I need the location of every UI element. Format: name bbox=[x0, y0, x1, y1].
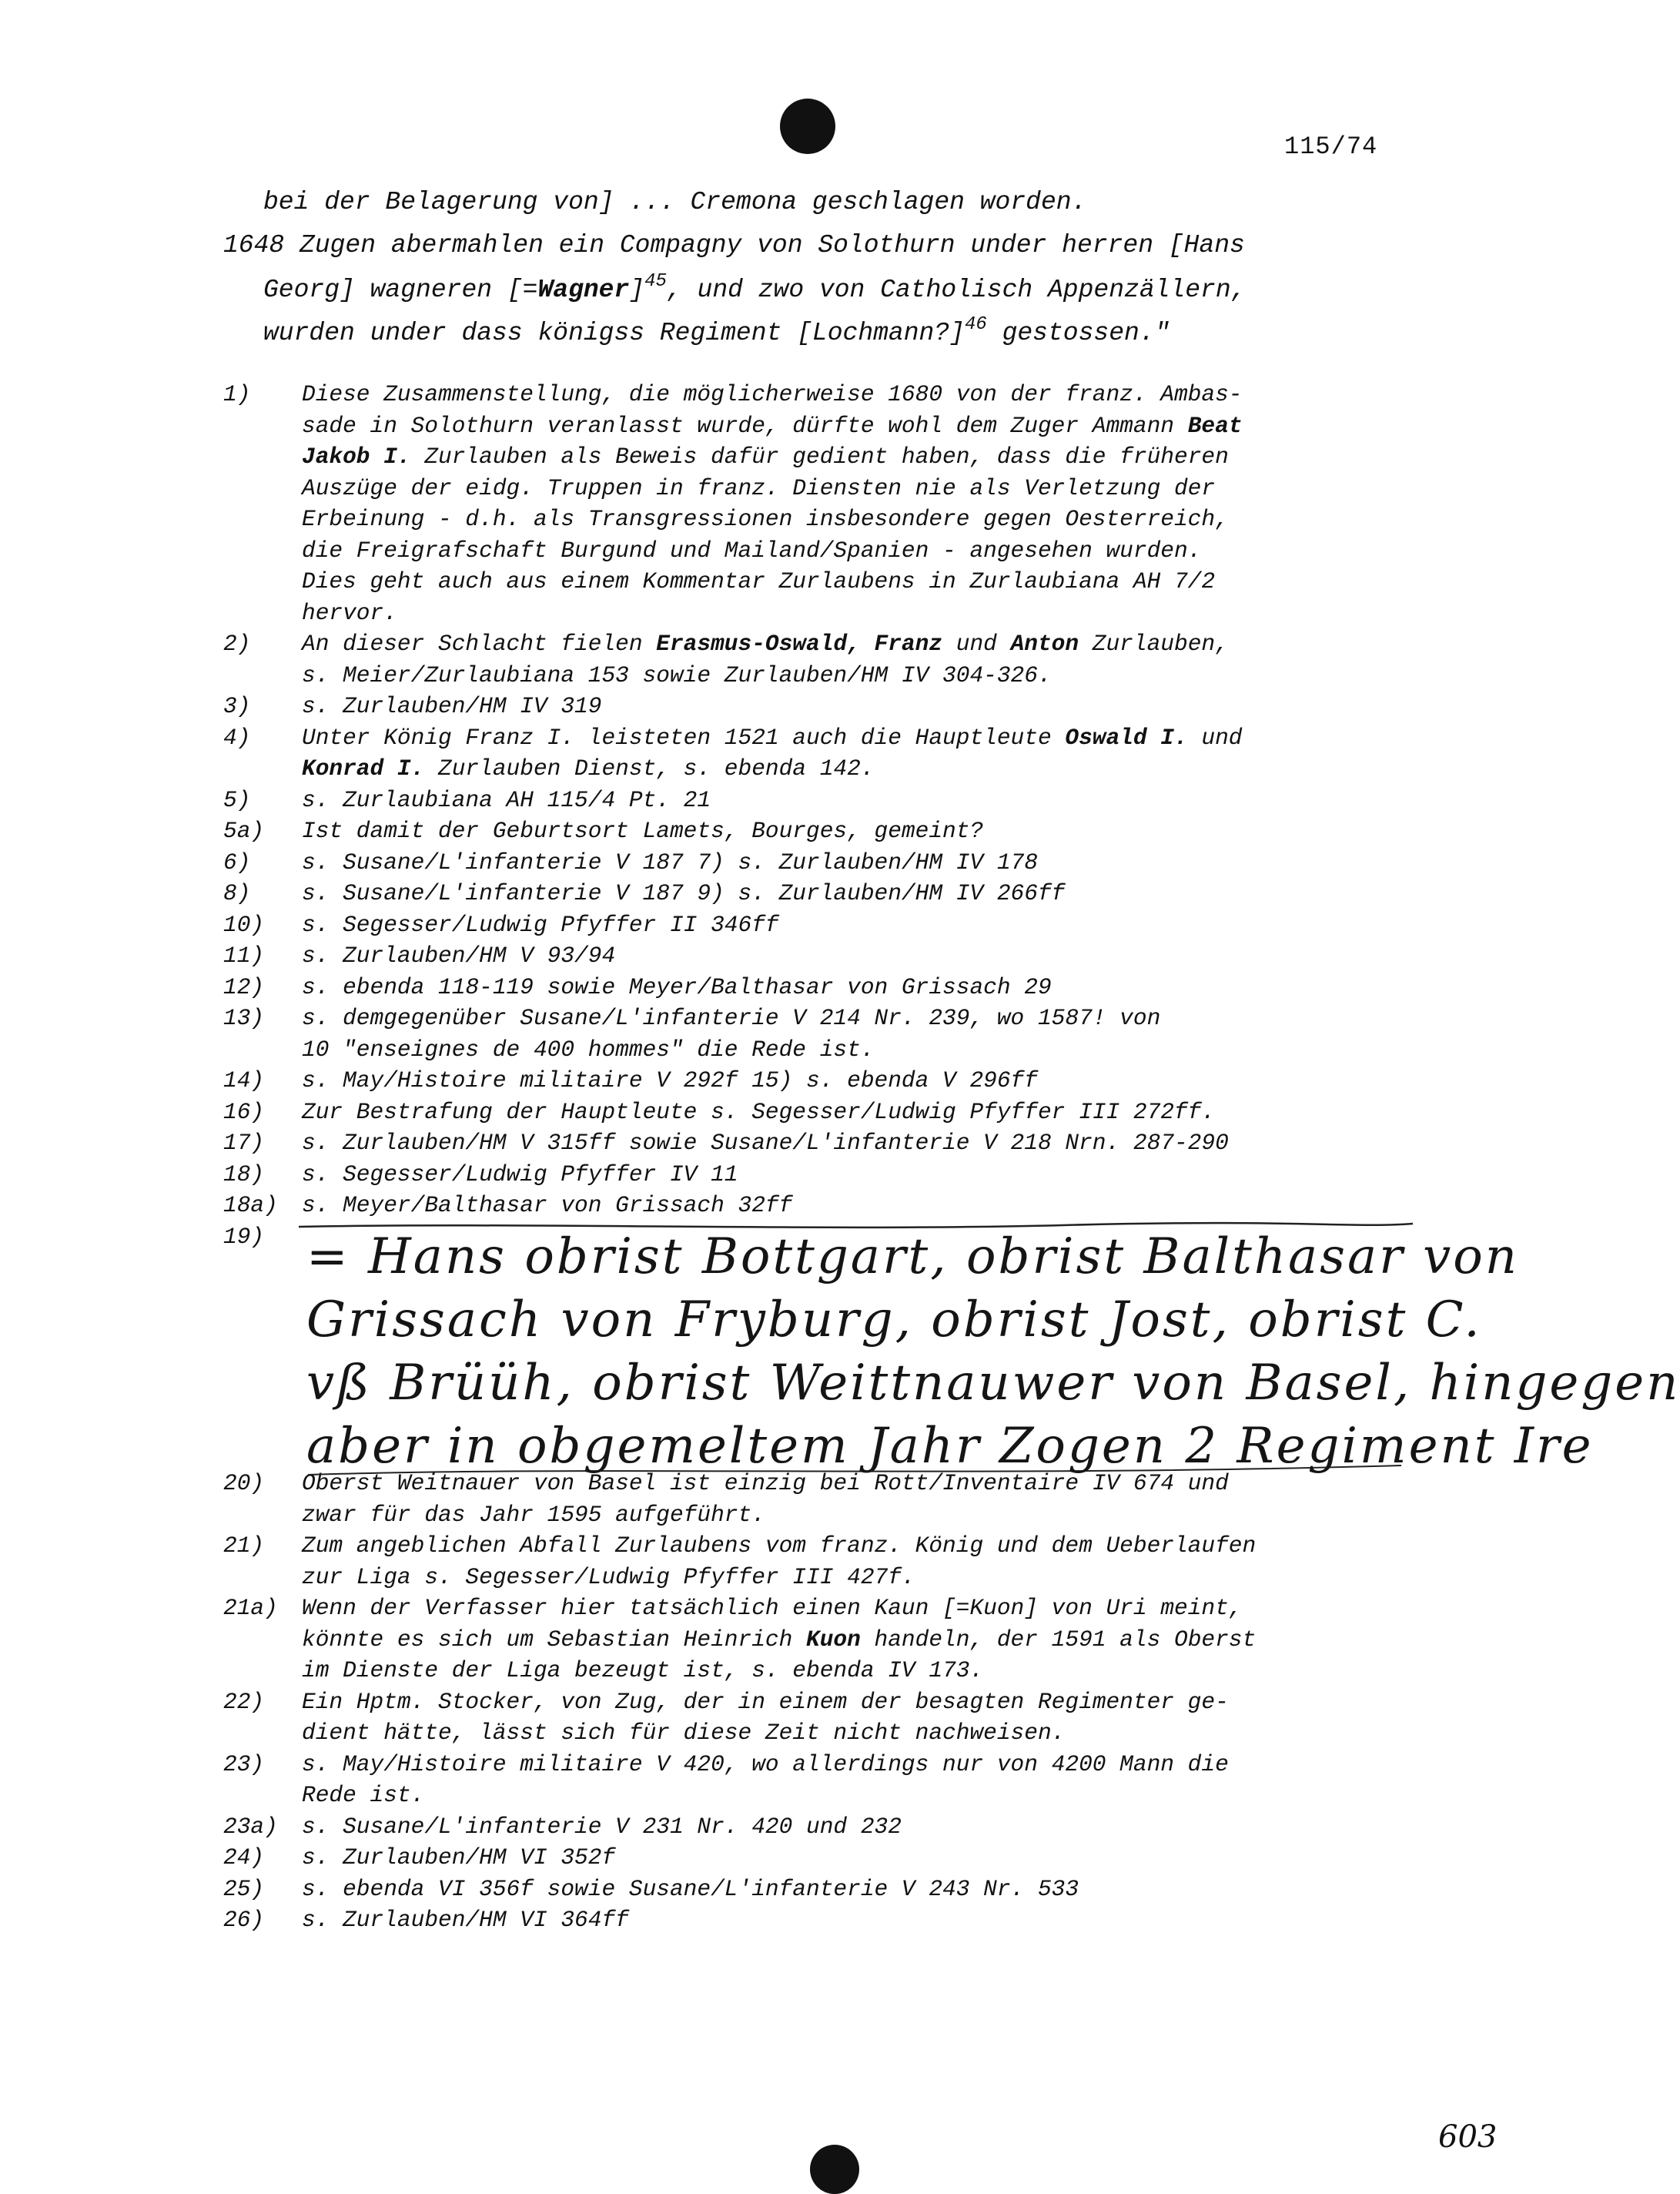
footnote-label: 18a) bbox=[223, 1192, 278, 1218]
archive-number: 603 bbox=[1438, 2119, 1498, 2155]
intro-line-4: wurden under dass königss Regiment [Lochmann?]$^{46}$ gestossen." bbox=[263, 314, 1170, 347]
text-run: An dieser Schlacht fielen bbox=[302, 631, 657, 657]
punch-hole-bottom bbox=[810, 2145, 859, 2194]
footnote-text: s. Zurlauben/HM VI 352f bbox=[302, 1844, 616, 1871]
footnote-item bbox=[223, 972, 1394, 1003]
handwriting-line-1: = Hans obrist Bottgart, obrist Balthasar von bbox=[306, 1228, 1519, 1285]
footnote-item bbox=[223, 909, 1394, 941]
footnote-text: s. Zurlauben/HM VI 364ff bbox=[302, 1907, 629, 1933]
intro-line-1: bei der Belagerung von] ... Cremona geschlagen worden. bbox=[263, 188, 1087, 216]
footnote-label: 13) bbox=[223, 1005, 265, 1031]
text-run: handeln, der 1591 als Oberst im Dienste der Liga bezeugt ist, s. ebenda IV 173. bbox=[302, 1626, 1257, 1683]
footnote-text: Zum angeblichen Abfall Zurlaubens vom franz. König und dem Ueberlaufen zur Liga s. Segesser/Ludwig Pfyffer III 427f. bbox=[302, 1532, 1257, 1590]
footnote-text: Oberst Weitnauer von Basel ist einzig bei Rott/Inventaire IV 674 und zwar für das Jahr 1595 aufgeführt. bbox=[302, 1470, 1229, 1528]
footnotes-list bbox=[223, 379, 1394, 1936]
footnote-text: s. Zurlaubiana AH 115/4 Pt. 21 bbox=[302, 786, 711, 813]
bold-name: Konrad I. bbox=[302, 755, 425, 782]
footnote-label: 2) bbox=[223, 631, 251, 657]
bold-name: Beat Jakob I. bbox=[302, 412, 1243, 470]
footnote-item bbox=[223, 1097, 1394, 1128]
footnote-item bbox=[223, 847, 1394, 879]
footnote-text: Ist damit der Geburtsort Lamets, Bourges, gemeint? bbox=[302, 818, 984, 844]
text-run: und bbox=[1201, 724, 1243, 751]
footnote-text: s. ebenda VI 356f sowie Susane/L'infanterie V 243 Nr. 533 bbox=[302, 1875, 1079, 1902]
footnote-item bbox=[223, 1749, 1394, 1811]
footnote-text: s. Segesser/Ludwig Pfyffer II 346ff bbox=[302, 911, 779, 938]
footnote-label: 4) bbox=[223, 724, 251, 751]
footnote-item bbox=[223, 1904, 1394, 1936]
footnote-item bbox=[223, 878, 1394, 909]
footnote-label: 22) bbox=[223, 1688, 265, 1715]
footnote-label: 21a) bbox=[223, 1595, 278, 1621]
footnote-label: 24) bbox=[223, 1844, 265, 1871]
footnote-item bbox=[223, 816, 1394, 847]
footnote-text: s. Zurlauben/HM V 93/94 bbox=[302, 943, 616, 969]
footnote-label: 8) bbox=[223, 880, 251, 906]
footnote-item bbox=[223, 1593, 1394, 1687]
footnote-item bbox=[223, 628, 1394, 691]
text-run: Diese Zusammenstellung, die möglicherweise 1680 von der franz. Ambas- sade in Solothurn veranlasst wurde, dürfte wohl dem Zuger Ammann bbox=[302, 381, 1243, 439]
text-run: und bbox=[942, 631, 1011, 657]
footnote-text bbox=[302, 628, 1394, 691]
footnote-text bbox=[302, 1593, 1394, 1687]
footnote-label: 17) bbox=[223, 1130, 265, 1156]
footnote-item bbox=[223, 1003, 1394, 1065]
footnote-text: Zur Bestrafung der Hauptleute s. Segesser/Ludwig Pfyffer III 272ff. bbox=[302, 1098, 1216, 1125]
footnote-label: 14) bbox=[223, 1067, 265, 1094]
bold-name: Oswald I. bbox=[1065, 724, 1188, 751]
intro-line-3: Georg] wagneren [=Wagner]$^{45}$, und zwo von Catholisch Appenzällern, bbox=[263, 271, 1247, 304]
footnote-text: s. ebenda 118-119 sowie Meyer/Balthasar von Grissach 29 bbox=[302, 973, 1052, 1000]
footnote-item bbox=[223, 722, 1394, 785]
bold-name: Anton bbox=[1010, 631, 1079, 657]
intro-line-2: 1648 Zugen abermahlen ein Compagny von Solothurn under herren [Hans bbox=[223, 231, 1245, 260]
footnote-item bbox=[223, 1687, 1394, 1749]
footnote-item bbox=[223, 1065, 1394, 1097]
footnote-label: 16) bbox=[223, 1098, 265, 1125]
footnote-label: 6) bbox=[223, 849, 251, 876]
footnote-text bbox=[302, 722, 1394, 785]
footnote-text: s. May/Histoire militaire V 420, wo allerdings nur von 4200 Mann die Rede ist. bbox=[302, 1750, 1229, 1808]
footnote-ref-46: 46 bbox=[964, 314, 987, 335]
footnote-label: 5a) bbox=[223, 818, 265, 844]
bold-name: Kuon bbox=[806, 1626, 861, 1653]
footnote-label: 1) bbox=[223, 381, 251, 407]
footnote-item bbox=[223, 1811, 1394, 1843]
footnote-text: s. Meyer/Balthasar von Grissach 32ff bbox=[302, 1192, 793, 1218]
punch-hole-top bbox=[780, 99, 835, 154]
footnote-text: Ein Hptm. Stocker, von Zug, der in einem der besagten Regimenter ge- dient hätte, lässt sich für diese Zeit nicht nachweisen. bbox=[302, 1688, 1229, 1746]
footnote-item bbox=[223, 1530, 1394, 1593]
footnote-label: 26) bbox=[223, 1907, 265, 1933]
footnote-item bbox=[223, 1190, 1394, 1221]
footnote-label: 21) bbox=[223, 1532, 265, 1559]
handwriting-line-4: aber in obgemeltem Jahr Zogen 2 Regiment Ire bbox=[306, 1418, 1594, 1475]
footnote-text: s. May/Histoire militaire V 292f 15) s. ebenda V 296ff bbox=[302, 1067, 1038, 1094]
footnote-text bbox=[302, 379, 1394, 628]
handwriting-line-2: Grissach von Fryburg, obrist Jost, obrist C. bbox=[306, 1291, 1482, 1348]
handwritten-insert-note-19 bbox=[293, 1221, 1680, 1486]
text-run: Zurlauben, s. Meier/Zurlaubiana 153 sowie Zurlauben/HM IV 304-326. bbox=[302, 631, 1229, 688]
footnote-ref-45: 45 bbox=[644, 271, 667, 292]
footnote-item bbox=[223, 1159, 1394, 1191]
text-run: Zurlauben als Beweis dafür gedient haben, dass die früheren Auszüge der eidg. Truppen in franz. Diensten nie als Verletzung der Erbeinung - d.h. als Transgressionen insbesondere gegen Oesterreich, die Freigrafschaft Burgund und Mailand/Spanien - angesehen wurden. Dies geht auch aus einem Kommentar Zurlaubens in Zurlaubiana AH 7/2 hervor. bbox=[302, 444, 1229, 626]
footnote-text: s. Segesser/Ludwig Pfyffer IV 11 bbox=[302, 1161, 738, 1187]
footnote-label: 18) bbox=[223, 1161, 265, 1187]
footnote-label: 5) bbox=[223, 786, 251, 813]
footnote-text: s. Zurlauben/HM IV 319 bbox=[302, 693, 602, 719]
footnote-text: s. Zurlauben/HM V 315ff sowie Susane/L'infanterie V 218 Nrn. 287-290 bbox=[302, 1130, 1229, 1156]
footnote-text: s. Susane/L'infanterie V 187 7) s. Zurlauben/HM IV 178 bbox=[302, 849, 1038, 876]
text-run: Unter König Franz I. leisteten 1521 auch die Hauptleute bbox=[302, 724, 1066, 751]
footnote-item bbox=[223, 1842, 1394, 1874]
footnote-label: 25) bbox=[223, 1875, 265, 1902]
bold-name: Erasmus-Oswald, Franz bbox=[656, 631, 943, 657]
text-run: Wenn der Verfasser hier tatsächlich einen Kaun [=Kuon] von Uri meint, könnte es sich um Sebastian Heinrich bbox=[302, 1595, 1243, 1653]
footnote-text: s. Susane/L'infanterie V 231 Nr. 420 und 232 bbox=[302, 1813, 902, 1840]
page-number: 115/74 bbox=[1284, 132, 1378, 161]
bold-name-wagner: Wagner bbox=[537, 276, 630, 304]
footnote-label: 19) bbox=[223, 1223, 265, 1250]
footnote-label: 12) bbox=[223, 973, 265, 1000]
footnote-label: 23) bbox=[223, 1750, 265, 1777]
handwriting-line-3: vß Brüüh, obrist Weittnauwer von Basel, hingegen bbox=[306, 1355, 1680, 1412]
footnote-item bbox=[223, 1874, 1394, 1905]
footnote-item bbox=[223, 785, 1394, 816]
footnote-item bbox=[223, 1127, 1394, 1159]
footnote-label: 3) bbox=[223, 693, 251, 719]
footnote-item bbox=[223, 940, 1394, 972]
text-run: Zurlauben Dienst, s. ebenda 142. bbox=[424, 755, 875, 782]
footnote-text: s. Susane/L'infanterie V 187 9) s. Zurlauben/HM IV 266ff bbox=[302, 880, 1066, 906]
footnote-text: s. demgegenüber Susane/L'infanterie V 214 Nr. 239, wo 1587! von 10 "enseignes de 400 hommes" die Rede ist. bbox=[302, 1005, 1161, 1063]
footnote-label: 10) bbox=[223, 911, 265, 938]
footnote-item bbox=[223, 691, 1394, 722]
footnote-label: 23a) bbox=[223, 1813, 278, 1840]
footnote-label: 20) bbox=[223, 1470, 265, 1496]
footnote-label: 11) bbox=[223, 943, 265, 969]
footnote-item bbox=[223, 379, 1394, 628]
